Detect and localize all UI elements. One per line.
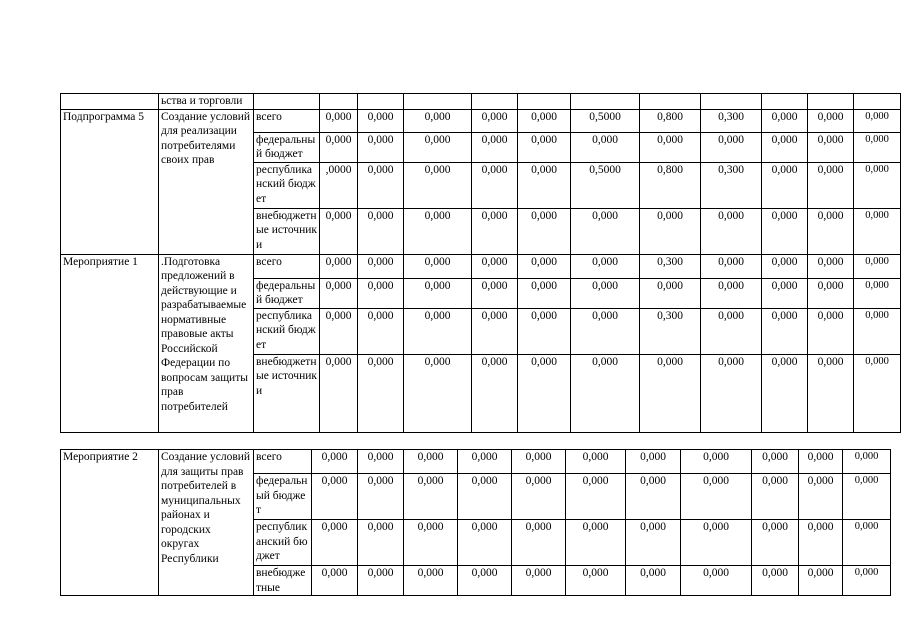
value-cell: 0,000 [566, 474, 626, 520]
funding-source: всего [254, 450, 312, 474]
value-cell: 0,000 [320, 354, 358, 432]
value-cell: 0,000 [404, 354, 472, 432]
value-cell: 0,5000 [571, 162, 640, 208]
value-cell: 0,000 [566, 450, 626, 474]
value-cell: 0,000 [626, 450, 681, 474]
value-cell: 0,000 [518, 162, 571, 208]
funding-source: внебюджетные источники [254, 354, 320, 432]
value-cell: 0,000 [512, 566, 566, 596]
value-cell: 0,000 [358, 132, 404, 162]
budget-table-2 [60, 449, 891, 596]
funding-source: республиканский бюджет [254, 308, 320, 354]
value-cell: 0,000 [472, 132, 518, 162]
value-cell: 0,000 [762, 308, 808, 354]
value-cell: 0,000 [701, 308, 762, 354]
value-cell: 0,000 [472, 208, 518, 254]
value-cell: 0,000 [640, 208, 701, 254]
value-cell: 0,000 [472, 109, 518, 132]
value-cell: 0,000 [640, 354, 701, 432]
value-cell: 0,000 [571, 254, 640, 278]
value-cell: 0,000 [701, 208, 762, 254]
value-cell: 0,000 [640, 278, 701, 308]
empty-cell [571, 94, 640, 110]
value-cell: 0,300 [640, 308, 701, 354]
value-cell: 0,000 [404, 308, 472, 354]
value-cell: 0,000 [472, 162, 518, 208]
value-cell: 0,000 [808, 354, 854, 432]
value-cell: 0,000 [458, 520, 512, 566]
value-cell: 0,000 [512, 450, 566, 474]
value-cell: 0,000 [571, 132, 640, 162]
value-cell: 0,000 [358, 254, 404, 278]
funding-source: республиканский бюджет [254, 162, 320, 208]
value-cell: 0,000 [808, 109, 854, 132]
value-cell: 0,5000 [571, 109, 640, 132]
value-cell: 0,000 [854, 254, 901, 278]
value-cell: 0,000 [358, 278, 404, 308]
value-cell: 0,000 [358, 208, 404, 254]
budget-table-1 [60, 93, 901, 433]
value-cell: 0,000 [512, 474, 566, 520]
value-cell: 0,000 [808, 132, 854, 162]
value-cell: 0,000 [752, 474, 799, 520]
empty-cell [320, 94, 358, 110]
value-cell: 0,000 [808, 308, 854, 354]
header-fragment: ьства и торговли [159, 94, 254, 110]
value-cell: 0,000 [404, 450, 458, 474]
value-cell: 0,000 [458, 450, 512, 474]
value-cell: 0,000 [762, 132, 808, 162]
funding-source: федеральный бюджет [254, 132, 320, 162]
value-cell: 0,000 [320, 278, 358, 308]
value-cell: 0,000 [458, 566, 512, 596]
value-cell: 0,000 [358, 162, 404, 208]
value-cell: 0,000 [404, 566, 458, 596]
empty-cell [358, 94, 404, 110]
value-cell: 0,000 [626, 520, 681, 566]
value-cell: 0,000 [681, 474, 752, 520]
empty-cell [854, 94, 901, 110]
value-cell: 0,000 [404, 208, 472, 254]
value-cell: 0,000 [518, 109, 571, 132]
value-cell: 0,000 [854, 109, 901, 132]
value-cell: 0,000 [681, 520, 752, 566]
table-row [61, 254, 901, 278]
value-cell: 0,000 [404, 132, 472, 162]
empty-cell [254, 94, 320, 110]
value-cell: 0,000 [571, 354, 640, 432]
value-cell: 0,000 [799, 450, 843, 474]
value-cell: 0,000 [518, 132, 571, 162]
value-cell: 0,000 [320, 132, 358, 162]
empty-cell [518, 94, 571, 110]
value-cell: 0,000 [518, 354, 571, 432]
funding-source: всего [254, 109, 320, 132]
value-cell: 0,000 [762, 278, 808, 308]
value-cell: 0,000 [472, 254, 518, 278]
value-cell: 0,000 [808, 162, 854, 208]
value-cell: 0,000 [762, 354, 808, 432]
value-cell: 0,000 [701, 354, 762, 432]
value-cell: 0,300 [640, 254, 701, 278]
value-cell: 0,000 [808, 208, 854, 254]
program-title: Создание условий для реализации потребителями своих прав [159, 109, 254, 254]
value-cell: 0,000 [681, 450, 752, 474]
funding-source: всего [254, 254, 320, 278]
funding-source: внебюджетные источники [254, 208, 320, 254]
empty-cell [808, 94, 854, 110]
value-cell: 0,000 [752, 520, 799, 566]
value-cell: 0,000 [762, 208, 808, 254]
value-cell: 0,000 [854, 308, 901, 354]
empty-cell [61, 94, 159, 110]
program-title: Создание условий для защиты прав потребителей в муниципальных районах и городских округах Республики [159, 450, 254, 596]
value-cell: 0,000 [843, 474, 891, 520]
value-cell: 0,000 [458, 474, 512, 520]
value-cell: 0,000 [701, 254, 762, 278]
value-cell: 0,000 [701, 278, 762, 308]
value-cell: 0,000 [566, 566, 626, 596]
value-cell: 0,800 [640, 109, 701, 132]
program-label: Мероприятие 2 [61, 450, 159, 596]
value-cell: 0,000 [518, 278, 571, 308]
value-cell: 0,800 [640, 162, 701, 208]
value-cell: 0,000 [404, 254, 472, 278]
table-row [61, 450, 891, 474]
value-cell: 0,000 [404, 162, 472, 208]
value-cell: 0,000 [808, 278, 854, 308]
value-cell: 0,000 [799, 474, 843, 520]
value-cell: 0,000 [808, 254, 854, 278]
value-cell: 0,000 [312, 520, 358, 566]
value-cell: 0,000 [404, 520, 458, 566]
value-cell: 0,000 [626, 474, 681, 520]
value-cell: 0,000 [799, 520, 843, 566]
value-cell: 0,000 [404, 278, 472, 308]
value-cell: 0,000 [571, 208, 640, 254]
value-cell: 0,000 [358, 450, 404, 474]
value-cell: 0,000 [358, 474, 404, 520]
value-cell: 0,000 [320, 254, 358, 278]
funding-source: республиканский бюджет [254, 520, 312, 566]
value-cell: 0,000 [701, 132, 762, 162]
table-row [61, 109, 901, 132]
value-cell: 0,000 [681, 566, 752, 596]
value-cell: 0,000 [472, 354, 518, 432]
value-cell: 0,000 [320, 308, 358, 354]
funding-source: внебюджетные [254, 566, 312, 596]
program-title: .Подготовка предложений в действующие и разрабатываемые нормативные правовые акты Российской Федерации по вопросам защиты прав потребителей [159, 254, 254, 432]
value-cell: 0,000 [518, 308, 571, 354]
value-cell: 0,000 [762, 109, 808, 132]
value-cell: 0,000 [404, 109, 472, 132]
value-cell: 0,000 [358, 109, 404, 132]
empty-cell [762, 94, 808, 110]
value-cell: 0,000 [799, 566, 843, 596]
header-fragment-row [61, 94, 901, 110]
value-cell: 0,000 [518, 208, 571, 254]
value-cell: 0,300 [701, 109, 762, 132]
program-label: Мероприятие 1 [61, 254, 159, 432]
value-cell: 0,000 [854, 354, 901, 432]
value-cell: 0,000 [518, 254, 571, 278]
value-cell: 0,000 [404, 474, 458, 520]
value-cell: 0,000 [312, 474, 358, 520]
value-cell: 0,000 [512, 520, 566, 566]
value-cell: 0,000 [752, 450, 799, 474]
value-cell: 0,000 [358, 308, 404, 354]
value-cell: 0,000 [358, 354, 404, 432]
value-cell: ,0000 [320, 162, 358, 208]
value-cell: 0,000 [566, 520, 626, 566]
value-cell: 0,000 [571, 308, 640, 354]
value-cell: 0,000 [626, 566, 681, 596]
funding-source: федеральный бюджет [254, 474, 312, 520]
value-cell: 0,000 [762, 254, 808, 278]
value-cell: 0,000 [358, 520, 404, 566]
value-cell: 0,000 [854, 208, 901, 254]
value-cell: 0,000 [843, 450, 891, 474]
value-cell: 0,000 [752, 566, 799, 596]
value-cell: 0,000 [854, 162, 901, 208]
value-cell: 0,000 [472, 278, 518, 308]
value-cell: 0,000 [320, 208, 358, 254]
value-cell: 0,000 [358, 566, 404, 596]
value-cell: 0,000 [472, 308, 518, 354]
value-cell: 0,300 [701, 162, 762, 208]
empty-cell [701, 94, 762, 110]
empty-cell [472, 94, 518, 110]
program-label: Подпрограмма 5 [61, 109, 159, 254]
funding-source: федеральный бюджет [254, 278, 320, 308]
empty-cell [404, 94, 472, 110]
value-cell: 0,000 [854, 278, 901, 308]
empty-cell [640, 94, 701, 110]
value-cell: 0,000 [312, 566, 358, 596]
value-cell: 0,000 [640, 132, 701, 162]
value-cell: 0,000 [762, 162, 808, 208]
value-cell: 0,000 [312, 450, 358, 474]
value-cell: 0,000 [320, 109, 358, 132]
value-cell: 0,000 [854, 132, 901, 162]
value-cell: 0,000 [843, 566, 891, 596]
value-cell: 0,000 [571, 278, 640, 308]
value-cell: 0,000 [843, 520, 891, 566]
